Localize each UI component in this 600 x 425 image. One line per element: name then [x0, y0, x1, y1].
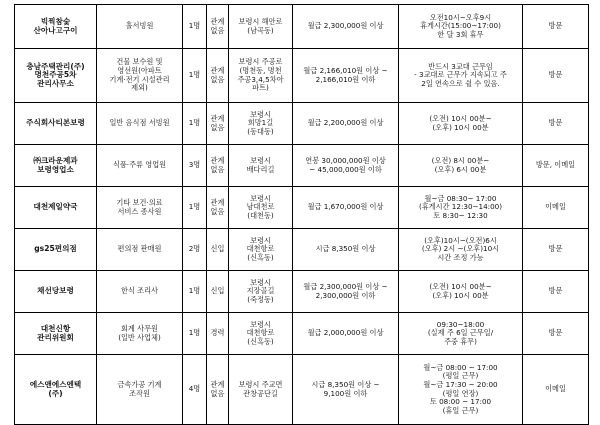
work-hours-cell: (오후)10시~(오전)6시 (오후) 2시 ~(오후)10시 시간 조정 가능	[399, 229, 523, 271]
contact-method-cell: 이메일	[523, 187, 589, 229]
contact-method-cell: 방문	[523, 271, 589, 313]
job-title-cell: 한식 조리사	[97, 271, 183, 313]
experience-cell: 관계 없음	[207, 187, 229, 229]
job-title-cell: 금속가공 기계 조작원	[97, 355, 183, 425]
job-title-cell: 일반 음식점 서빙원	[97, 103, 183, 145]
contact-method-cell: 방문	[523, 313, 589, 355]
headcount-cell: 4명	[183, 355, 207, 425]
work-hours-cell: 월~금 08:00 ~ 17:00 (평일 근무) 월~금 17:30 ~ 20:00 (평일 연장) 토 08:00 ~ 17:00 (휴일 근무)	[399, 355, 523, 425]
company-cell: 대천신항 관리위원회	[15, 313, 97, 355]
table-row	[15, 271, 589, 313]
job-listing-table	[14, 4, 589, 425]
salary-cell: 월급 2,200,000원 이상	[293, 103, 399, 145]
location-cell: 보령시 대천항로 (신흑동)	[229, 313, 293, 355]
company-cell: gs25편의점	[15, 229, 97, 271]
work-hours-cell: 반드시 3교대 근무임 - 3교대로 근무가 지속되고 주 2일 연속으로 쉴 수 있음.	[399, 49, 523, 103]
salary-cell: 월급 2,000,000원 이상	[293, 313, 399, 355]
experience-cell: 신입	[207, 271, 229, 313]
job-title-cell: 홀서빙원	[97, 5, 183, 49]
headcount-cell: 1명	[183, 103, 207, 145]
location-cell: 보령시 배다리길	[229, 145, 293, 187]
contact-method-cell: 방문	[523, 103, 589, 145]
headcount-cell: 3명	[183, 145, 207, 187]
company-cell: 빅찍참숯 산아나고구이	[15, 5, 97, 49]
experience-cell: 경력	[207, 313, 229, 355]
job-title-cell: 회계 사무원 (일반 사업체)	[97, 313, 183, 355]
salary-cell: 월급 2,300,000원 이상 ~ 2,300,000원 이하	[293, 271, 399, 313]
salary-cell: 월급 1,670,000원 이상	[293, 187, 399, 229]
experience-cell: 관계 없음	[207, 5, 229, 49]
salary-cell: 월급 2,300,000원 이상	[293, 5, 399, 49]
work-hours-cell: (오전) 10시 00분~ (오후) 10시 00분	[399, 271, 523, 313]
table-row	[15, 49, 589, 103]
company-cell: 주식회사티본보령	[15, 103, 97, 145]
headcount-cell: 1명	[183, 313, 207, 355]
table-row	[15, 145, 589, 187]
company-cell: 채선당보령	[15, 271, 97, 313]
location-cell: 보령시 남대천로 (대천동)	[229, 187, 293, 229]
experience-cell: 관계 없음	[207, 355, 229, 425]
headcount-cell: 2명	[183, 229, 207, 271]
job-title-cell: 건물 보수원 및 영선원(아파트 기계·전기 시설관리 제외)	[97, 49, 183, 103]
table-row	[15, 187, 589, 229]
salary-cell: 시급 8,350원 이상 ~ 9,100원 이하	[293, 355, 399, 425]
location-cell: 보령시 주공로 (명천동, 명천 주공3,4,5차아 파트)	[229, 49, 293, 103]
contact-method-cell: 방문	[523, 49, 589, 103]
headcount-cell: 1명	[183, 5, 207, 49]
table-row	[15, 229, 589, 271]
table-row	[15, 355, 589, 425]
location-cell: 보령시 희망1길 (동대동)	[229, 103, 293, 145]
company-cell: 대천제일약국	[15, 187, 97, 229]
work-hours-cell: (오전) 10시 00분~ (오후) 10시 00분	[399, 103, 523, 145]
company-cell: 에스앤에스엔텍 (주)	[15, 355, 97, 425]
work-hours-cell: 09:30~18:00 (실제 주 6일 근무일/ 주중 휴무)	[399, 313, 523, 355]
company-cell: ㈜크라운제과 보령영업소	[15, 145, 97, 187]
company-cell: 충남주택관리(주) 명천주공5차 관리사무소	[15, 49, 97, 103]
work-hours-cell: 월~금 08:30~ 17:00 (휴게시간 12:30~14:00) 토 8:30~ 12:30	[399, 187, 523, 229]
experience-cell: 관계 없음	[207, 145, 229, 187]
contact-method-cell: 방문	[523, 229, 589, 271]
headcount-cell: 1명	[183, 187, 207, 229]
work-hours-cell: (오전) 8시 00분~ (오후) 6시 00분	[399, 145, 523, 187]
job-title-cell: 편의점 판매원	[97, 229, 183, 271]
experience-cell: 관계 없음	[207, 103, 229, 145]
job-title-cell: 식품·주류 영업원	[97, 145, 183, 187]
table-row	[15, 5, 589, 49]
salary-cell: 연봉 30,000,000원 이상 ~ 45,000,000원 이하	[293, 145, 399, 187]
table-row	[15, 313, 589, 355]
salary-cell: 월급 2,166,010원 이상 ~ 2,166,010원 이하	[293, 49, 399, 103]
contact-method-cell: 방문, 이메일	[523, 145, 589, 187]
contact-method-cell: 방문	[523, 5, 589, 49]
headcount-cell: 1명	[183, 49, 207, 103]
location-cell: 보령시 대천항로 (신흑동)	[229, 229, 293, 271]
location-cell: 보령시 주교면 관창공단길	[229, 355, 293, 425]
contact-method-cell: 이메일	[523, 355, 589, 425]
experience-cell: 신입	[207, 229, 229, 271]
work-hours-cell: 오전10시~오후9시 휴게시간(15:00~17:00) 한 달 3회 휴무	[399, 5, 523, 49]
salary-cell: 시급 8,350원 이상	[293, 229, 399, 271]
location-cell: 보령시 지장골길 (죽정동)	[229, 271, 293, 313]
job-title-cell: 기타 보건·의료 서비스 종사원	[97, 187, 183, 229]
table-row	[15, 103, 589, 145]
location-cell: 보령시 해안로 (남곡동)	[229, 5, 293, 49]
experience-cell: 관계 없음	[207, 49, 229, 103]
headcount-cell: 1명	[183, 271, 207, 313]
